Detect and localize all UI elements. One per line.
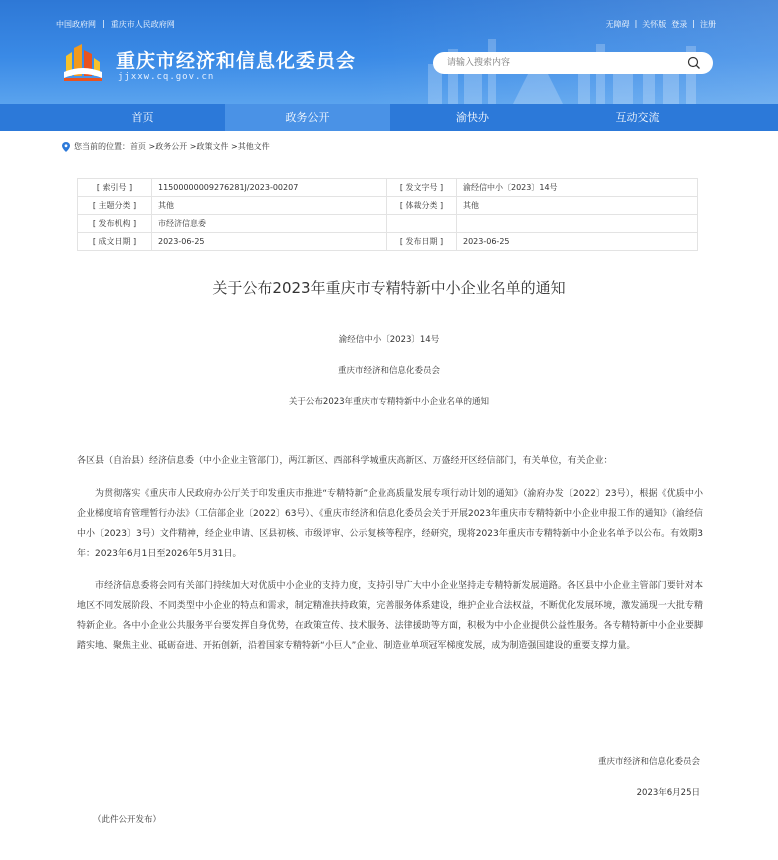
meta-key: [ 体裁分类 ] <box>387 197 457 215</box>
site-title: 重庆市经济和信息化委员会 <box>116 50 357 72</box>
cq-gov-link[interactable]: 重庆市人民政府网 <box>110 20 175 29</box>
meta-key: [ 主题分类 ] <box>78 197 152 215</box>
location-pin-icon <box>62 142 70 152</box>
search-icon[interactable] <box>687 56 701 70</box>
gov-portal-link[interactable]: 中国政府网 <box>56 20 96 29</box>
meta-value: 市经济信息委 <box>152 215 387 233</box>
register-link[interactable]: 注册 <box>700 20 716 29</box>
meta-value: 其他 <box>457 197 698 215</box>
publish-note: （此件公开发布） <box>93 815 162 825</box>
site-header <box>0 0 778 104</box>
meta-key <box>387 215 457 233</box>
signature-date: 2023年6月25日 <box>636 788 700 798</box>
meta-value: 2023-06-25 <box>152 233 387 251</box>
meta-key: [ 发文字号 ] <box>387 179 457 197</box>
divider: | <box>692 19 695 28</box>
table-row <box>78 197 698 215</box>
breadcrumb-text[interactable]: 您当前的位置：首页 >政务公开 >政策文件 >其他文件 <box>74 142 270 151</box>
table-row <box>78 179 698 197</box>
meta-value: 其他 <box>152 197 387 215</box>
divider: | <box>634 19 638 28</box>
search-box[interactable] <box>433 52 713 74</box>
meta-key: [ 发布机构 ] <box>78 215 152 233</box>
meta-value: 2023-06-25 <box>457 233 698 251</box>
document-addressee: 各区县（自治县）经济信息委（中小企业主管部门），两江新区、西部科学城重庆高新区、万盛经开区经信部门，有关单位，有关企业： <box>77 456 613 466</box>
search-input[interactable] <box>447 55 677 71</box>
nav-yukuaiban[interactable]: 渝快办 <box>456 111 489 124</box>
site-domain: jjxxw.cq.gov.cn <box>118 72 215 82</box>
meta-key: [ 发布日期 ] <box>387 233 457 251</box>
breadcrumb <box>62 141 270 152</box>
main-nav <box>0 104 778 131</box>
meta-value: 渝经信中小〔2023〕14号 <box>457 179 698 197</box>
elderly-mode-link[interactable]: 关怀版 <box>642 20 667 29</box>
top-links-right <box>606 19 716 30</box>
document-subtitle: 关于公布2023年重庆市专精特新中小企业名单的通知 <box>288 397 490 407</box>
document-number: 渝经信中小〔2023〕14号 <box>338 335 440 345</box>
table-row <box>78 215 698 233</box>
document-issuer: 重庆市经济和信息化委员会 <box>337 366 440 376</box>
document-paragraph-2: 市经济信息委将会同有关部门持续加大对优质中小企业的支持力度，支持引导广大中小企业坚持走专精特新发展道路。各区县中小企业主管部门要针对本地区不同发展阶段、不同类型中小企业的特点和需求，制定精准扶持政策，完善服务体系建设，维护企业合法权益，不断优化发展环境，激发涌现一大批专精特新企业。各中小企业公共服务平台要发挥自身优势，在政策宣传、技术服务、法律援助等方面，积极为中小企业提供公益性服务。各专精特新中小企业要脚踏实地、聚焦主业、砥砺奋进、开拓创新，沿着国家专精特新“小巨人”企业、制造业单项冠军梯度发展，成为制造强国建设的重要支撑力量。 <box>77 581 703 651</box>
document-meta-table <box>77 178 698 251</box>
nav-interaction[interactable]: 互动交流 <box>615 111 660 124</box>
meta-value <box>457 215 698 233</box>
meta-key: [ 索引号 ] <box>78 179 152 197</box>
nav-home[interactable]: 首页 <box>131 111 154 124</box>
accessibility-link[interactable]: 无障碍 <box>605 20 630 29</box>
meta-key: [ 成文日期 ] <box>78 233 152 251</box>
table-row <box>78 233 698 251</box>
site-logo-icon[interactable] <box>62 42 104 82</box>
document-title: 关于公布2023年重庆市专精特新中小企业名单的通知 <box>212 279 566 297</box>
meta-value: 11500000009276281J/2023-00207 <box>152 179 387 197</box>
login-link[interactable]: 登录 <box>671 20 688 29</box>
top-links-left <box>56 19 175 30</box>
nav-gov-affairs[interactable]: 政务公开 <box>225 104 390 131</box>
document-paragraph-1: 为贯彻落实《重庆市人民政府办公厅关于印发重庆市推进“专精特新”企业高质量发展专项行动计划的通知》（渝府办发〔2022〕23号），根据《优质中小企业梯度培育管理暂行办法》（工信部企业〔2022〕63号）、《重庆市经济和信息化委员会关于开展2023年重庆市专精特新中小企业申报工作的通知》（渝经信中小〔2023〕3号）文件精神，经企业申请、区县初核、市级评审、公示复核等程序，经研究，现将2023年重庆市专精特新中小企业名单予以公布。有效期3年：2023年6月1日至2026年5月31日。 <box>77 489 703 559</box>
signature-org: 重庆市经济和信息化委员会 <box>597 757 700 767</box>
divider: | <box>102 19 105 28</box>
